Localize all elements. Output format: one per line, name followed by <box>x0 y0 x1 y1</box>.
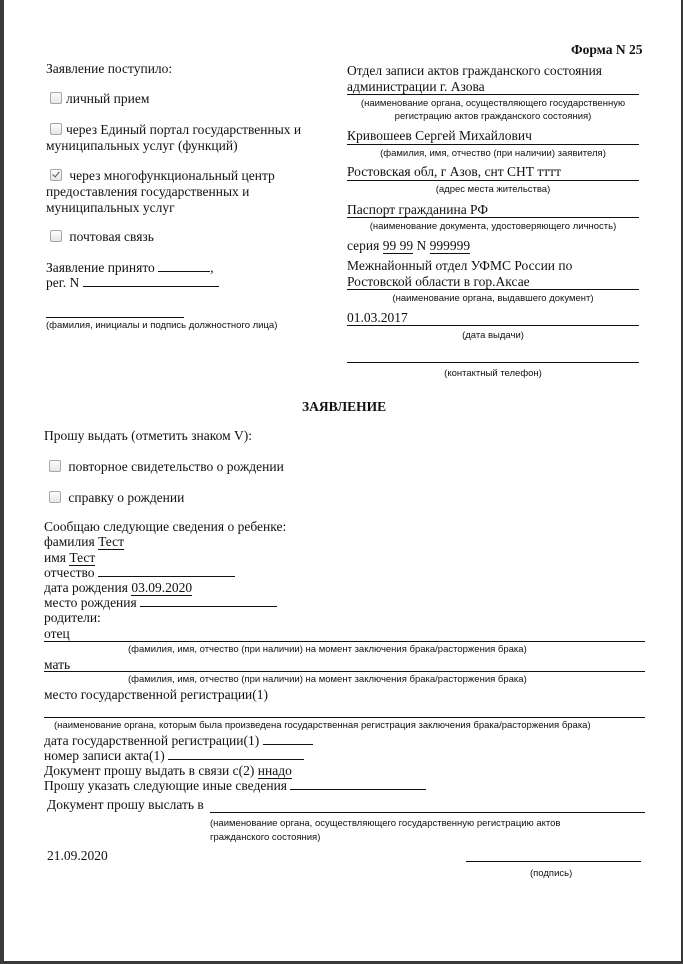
name-row <box>44 550 95 566</box>
send-to-field[interactable] <box>210 812 645 813</box>
patronymic-field[interactable] <box>98 576 235 577</box>
birth-place-field[interactable] <box>140 606 277 607</box>
option-mfc-line3: муниципальных услуг <box>46 200 175 215</box>
option-label: почтовая связь <box>69 229 154 244</box>
issue-date[interactable]: 01.03.2017 <box>347 310 408 325</box>
option-portal[interactable] <box>50 122 301 138</box>
option-mfc[interactable] <box>50 168 275 184</box>
checkbox-portal[interactable] <box>50 123 62 135</box>
checkbox-personal[interactable] <box>50 92 62 104</box>
reg-date-row <box>44 733 313 749</box>
option-label: повторное свидетельство о рождении <box>68 459 284 474</box>
record-no-label: номер записи акта(1) <box>44 748 165 763</box>
checkbox-reference[interactable] <box>49 491 61 503</box>
id-document[interactable]: Паспорт гражданина РФ <box>347 202 489 217</box>
id-document-line <box>347 217 639 218</box>
issuer-line <box>347 289 639 290</box>
birth-place-row <box>44 595 277 611</box>
request-label: Прошу выдать (отметить знаком V): <box>44 428 253 443</box>
id-document-caption: (наименование документа, удостоверяющего личность) <box>369 221 617 232</box>
statement-title: ЗАЯВЛЕНИЕ <box>302 399 387 414</box>
issuer-line1[interactable]: Межнайонный отдел УФМС России по <box>347 258 573 273</box>
request-option-reference[interactable] <box>49 490 184 506</box>
applicant-name-line <box>347 144 639 145</box>
parents-label: родители: <box>44 610 101 625</box>
option-label: через многофункциональный центр <box>69 168 275 183</box>
option-label: справку о рождении <box>68 490 185 505</box>
authority-underline <box>347 94 639 95</box>
patronymic-label: отчество <box>44 565 95 580</box>
signature-field[interactable] <box>466 861 641 862</box>
reg-number-row <box>46 275 219 291</box>
option-label: личный прием <box>66 91 150 106</box>
applicant-address-caption: (адрес места жительства) <box>435 184 551 195</box>
send-to-caption1: (наименование органа, осуществляющего государственную регистрацию актов <box>210 818 561 829</box>
accepted-date-field[interactable] <box>158 271 210 272</box>
father-label: отец <box>44 626 70 641</box>
applicant-name[interactable]: Кривошеев Сергей Михайлович <box>347 128 532 143</box>
issuer-caption: (наименование органа, выдавшего документ) <box>392 293 594 304</box>
received-title: Заявление поступило: <box>46 61 173 76</box>
name-label: имя <box>44 550 66 565</box>
mother-label: мать <box>44 657 71 672</box>
issue-date-caption: (дата выдачи) <box>462 330 524 341</box>
authority-line1: Отдел записи актов гражданского состояния <box>347 63 603 78</box>
send-to-caption2: гражданского состояния) <box>210 832 321 843</box>
phone-caption: (контактный телефон) <box>444 368 542 379</box>
accepted-label: Заявление принято <box>46 260 155 275</box>
other-info-label: Прошу указать следующие иные сведения <box>44 778 288 793</box>
reg-place-label: место государственной регистрации(1) <box>44 687 269 702</box>
checkbox-certificate[interactable] <box>49 460 61 472</box>
option-post[interactable] <box>50 229 154 245</box>
father-field[interactable] <box>44 641 645 642</box>
applicant-name-caption: (фамилия, имя, отчество (при наличии) заявителя) <box>380 148 606 159</box>
authority-caption2: регистрацию актов гражданского состояния) <box>394 111 592 122</box>
issuer-line2[interactable]: Ростовской области в гор.Аксае <box>347 274 530 289</box>
mother-field[interactable] <box>44 671 645 672</box>
birth-date-label: дата рождения <box>44 580 128 595</box>
record-no-field[interactable] <box>168 759 304 760</box>
document-page <box>4 0 681 961</box>
signature-caption: (подпись) <box>530 868 573 879</box>
series-row <box>347 238 470 254</box>
series-field[interactable]: 99 99 <box>382 238 414 253</box>
reg-place-caption: (наименование органа, которым была произведена государственная регистрация заключения брака/расторжения брака) <box>54 720 591 731</box>
applicant-address[interactable]: Ростовская обл, г Азов, снт СНТ тттт <box>347 164 561 179</box>
reason-field[interactable]: ннадо <box>257 763 292 778</box>
number-label: N <box>416 238 427 253</box>
issue-date-line <box>347 325 639 326</box>
mother-caption: (фамилия, имя, отчество (при наличии) на момент заключения брака/расторжения брака) <box>128 674 527 685</box>
applicant-address-line <box>347 180 639 181</box>
birth-date-field[interactable]: 03.09.2020 <box>131 580 193 595</box>
accepted-row: Заявление принято , <box>46 260 214 275</box>
child-intro: Сообщаю следующие сведения о ребенке: <box>44 519 287 534</box>
checkbox-mfc-checked[interactable] <box>50 169 62 181</box>
father-caption: (фамилия, имя, отчество (при наличии) на момент заключения брака/расторжения брака) <box>128 644 527 655</box>
number-field[interactable]: 999999 <box>429 238 471 253</box>
reason-label: Документ прошу выдать в связи с(2) <box>44 763 255 778</box>
official-caption: (фамилия, инициалы и подпись должностного лица) <box>46 320 278 331</box>
phone-field[interactable] <box>347 362 639 363</box>
surname-label: фамилия <box>44 534 95 549</box>
checkbox-post[interactable] <box>50 230 62 242</box>
surname-row <box>44 534 124 550</box>
authority-caption1: (наименование органа, осуществляющего государственную <box>360 98 626 109</box>
other-info-row <box>44 778 426 794</box>
series-label: серия <box>347 238 380 253</box>
record-no-row <box>44 748 304 764</box>
birth-date-row <box>44 580 192 596</box>
birth-place-label: место рождения <box>44 595 137 610</box>
request-option-certificate[interactable] <box>49 459 284 475</box>
reason-row <box>44 763 292 779</box>
option-portal-line2: муниципальных услуг (функций) <box>46 138 238 153</box>
patronymic-row <box>44 565 235 581</box>
send-to-label: Документ прошу выслать в <box>47 797 204 812</box>
authority-line2: администрации г. Азова <box>347 79 485 94</box>
reg-place-field[interactable] <box>44 717 645 718</box>
other-info-field[interactable] <box>290 789 426 790</box>
official-signature-line[interactable] <box>46 317 184 318</box>
name-field[interactable]: Тест <box>69 550 96 565</box>
reg-date-field[interactable] <box>263 744 313 745</box>
reg-number-label: рег. N <box>46 275 80 290</box>
option-label: через Единый портал государственных и <box>66 122 302 137</box>
application-date: 21.09.2020 <box>47 848 108 863</box>
option-personal[interactable] <box>50 91 149 107</box>
option-mfc-line2: предоставления государственных и <box>46 184 250 199</box>
form-number: Форма N 25 <box>571 42 643 57</box>
reg-number-field[interactable] <box>83 286 219 287</box>
reg-date-label: дата государственной регистрации(1) <box>44 733 260 748</box>
surname-field[interactable]: Тест <box>98 534 125 549</box>
